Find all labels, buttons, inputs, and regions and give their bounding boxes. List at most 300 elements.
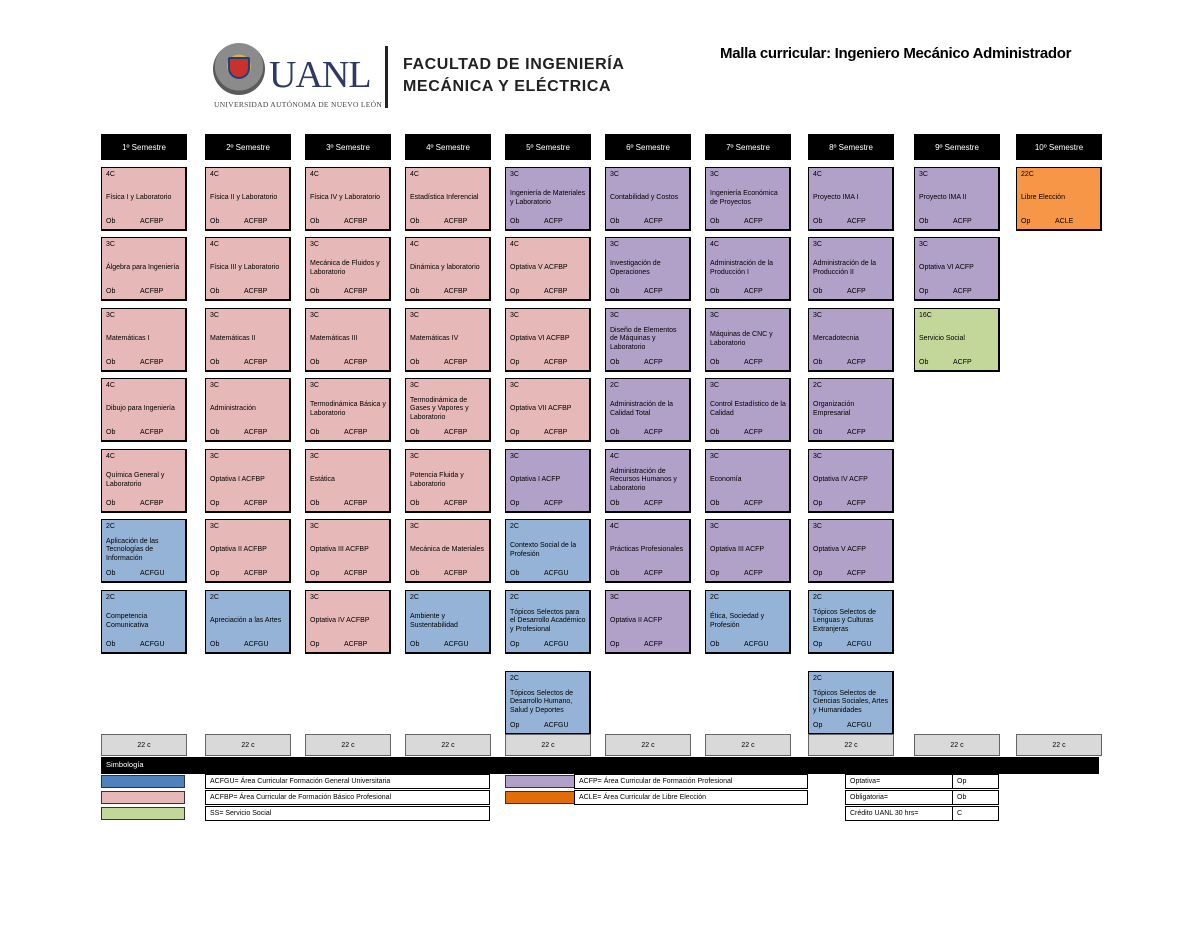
course-area: ACLE [1055,217,1074,225]
course-name: Termodinámica de Gases y Vapores y Laboratorio [410,397,469,421]
course-card [505,308,591,372]
course-area: ACFGU [244,640,269,648]
semester-credit-total: 22 c [705,734,791,756]
course-type: Ob [410,287,420,295]
course-name: Optativa V ACFBP [510,264,568,272]
course-area: ACFP [744,428,763,436]
course-name: Contabilidad y Costos [610,194,679,202]
course-credits: 3C [813,523,822,530]
legend-swatch-acfbp [101,791,185,804]
semester-header: 2º Semestre [205,134,291,160]
course-credits: 2C [610,382,619,389]
course-name: Dinámica y laboratorio [410,264,480,272]
course-card [101,590,187,654]
course-name: Proyecto IMA I [813,194,859,202]
course-area: ACFP [953,358,972,366]
course-name: Optativa IV ACFP [813,476,868,484]
course-name: Tópicos Selectos de Lenguas y Culturas Extranjeras [813,609,877,633]
legend-credito-label: Crédito UANL 30 hrs= [845,806,953,821]
course-name: Máquinas de CNC y Laboratorio [710,331,773,347]
course-type: Ob [210,358,220,366]
course-area: ACFGU [847,640,872,648]
course-name: Aplicación de las Tecnologías de Información [106,538,159,562]
course-credits: 3C [710,171,719,178]
course-name: Mecánica de Materiales [410,546,484,554]
legend-ss: SS= Servicio Social [205,806,490,821]
course-name: Física I y Laboratorio [106,194,172,202]
course-credits: 3C [610,241,619,248]
course-card [305,590,391,654]
course-card [808,237,894,301]
course-credits: 3C [510,312,519,319]
course-name: Administración de Recursos Humanos y Laboratorio [610,468,677,492]
course-credits: 4C [106,171,115,178]
course-type: Op [510,287,520,295]
semester-credit-total: 22 c [101,734,187,756]
course-area: ACFBP [444,287,468,295]
course-card [505,167,591,231]
course-name: Apreciación a las Artes [210,617,282,625]
course-area: ACFP [644,287,663,295]
course-area: ACFP [744,569,763,577]
course-credits: 3C [410,523,419,530]
course-card [101,519,187,583]
course-area: ACFP [544,217,563,225]
course-type: Ob [610,428,620,436]
course-card [705,167,791,231]
course-credits: 3C [210,312,219,319]
course-name: Optativa V ACFP [813,546,866,554]
course-name: Administración [210,405,256,413]
course-type: Ob [310,499,320,507]
course-credits: 16C [919,312,932,319]
semester-credit-total: 22 c [914,734,1000,756]
course-card [205,519,291,583]
course-name: Optativa IV ACFBP [310,617,370,625]
course-credits: 3C [510,382,519,389]
course-card [605,519,691,583]
course-type: Ob [410,428,420,436]
course-credits: 3C [310,594,319,601]
course-credits: 3C [410,453,419,460]
course-area: ACFP [744,287,763,295]
course-card [705,378,791,442]
course-credits: 2C [106,594,115,601]
course-name: Optativa VI ACFBP [510,335,570,343]
course-card [305,308,391,372]
course-type: Ob [410,499,420,507]
course-credits: 2C [813,382,822,389]
course-card [205,308,291,372]
course-area: ACFP [847,428,866,436]
semester-header: 7º Semestre [705,134,791,160]
faculty-name-line1: FACULTAD DE INGENIERÍA [403,56,625,73]
course-credits: 4C [610,453,619,460]
course-area: ACFBP [344,569,368,577]
course-name: Prácticas Profesionales [610,546,684,554]
course-card [705,308,791,372]
course-type: Op [510,499,520,507]
course-card [205,237,291,301]
course-credits: 3C [106,241,115,248]
course-name: Estadística Inferencial [410,194,479,202]
course-type: Ob [610,569,620,577]
course-card [1016,167,1102,231]
course-credits: 2C [210,594,219,601]
course-card [405,237,491,301]
legend-credito-value: C [952,806,999,821]
course-credits: 3C [210,523,219,530]
course-type: Ob [813,217,823,225]
course-credits: 3C [410,312,419,319]
course-credits: 2C [710,594,719,601]
course-type: Ob [106,287,116,295]
course-credits: 3C [106,312,115,319]
course-credits: 3C [310,241,319,248]
course-name: Optativa I ACFP [510,476,561,484]
course-type: Ob [710,499,720,507]
course-type: Ob [410,640,420,648]
legend-swatch-acfgu [101,775,185,788]
course-type: Ob [210,640,220,648]
course-name: Administración de la Calidad Total [610,401,674,417]
course-card [505,519,591,583]
course-type: Op [310,569,320,577]
course-type: Ob [710,287,720,295]
course-area: ACFBP [244,217,268,225]
course-credits: 3C [610,312,619,319]
course-area: ACFBP [444,569,468,577]
course-name: Mecánica de Fluidos y Laboratorio [310,260,380,276]
legend-title-bar [101,757,1099,774]
course-credits: 4C [310,171,319,178]
legend-optativa-label: Optativa= [845,774,953,789]
course-area: ACFGU [140,640,165,648]
course-area: ACFP [644,569,663,577]
course-credits: 4C [813,171,822,178]
course-type: Op [510,640,520,648]
course-area: ACFBP [544,358,568,366]
course-type: Op [510,721,520,729]
semester-header: 9º Semestre [914,134,1000,160]
course-credits: 4C [106,453,115,460]
course-card [605,590,691,654]
course-type: Op [610,640,620,648]
course-name: Matemáticas III [310,335,358,343]
course-area: ACFP [744,499,763,507]
course-type: Ob [510,569,520,577]
course-area: ACFGU [544,569,569,577]
course-credits: 3C [919,241,928,248]
course-area: ACFBP [344,358,368,366]
course-area: ACFBP [344,428,368,436]
course-name: Tópicos Selectos de Desarrollo Humano, Salud y Deportes [510,690,574,714]
legend-title: Simbología [106,760,144,769]
legend-optativa-value: Op [952,774,999,789]
course-type: Ob [106,499,116,507]
course-area: ACFBP [344,287,368,295]
course-area: ACFBP [344,499,368,507]
course-name: Química General y Laboratorio [106,472,165,488]
course-card [505,449,591,513]
course-type: Ob [210,217,220,225]
course-card [605,378,691,442]
course-card [505,237,591,301]
course-credits: 4C [610,523,619,530]
course-card [705,590,791,654]
course-credits: 3C [813,453,822,460]
course-card [205,590,291,654]
legend-obligatoria-label: Obligatoria= [845,790,953,805]
course-area: ACFBP [244,569,268,577]
semester-credit-total: 22 c [305,734,391,756]
course-area: ACFBP [544,287,568,295]
course-card [505,671,591,735]
course-type: Op [813,499,823,507]
course-area: ACFP [744,217,763,225]
course-name: Administración de la Producción I [710,260,774,276]
course-card [305,237,391,301]
page-title: Malla curricular: Ingeniero Mecánico Administrador [720,45,1072,62]
course-area: ACFBP [544,428,568,436]
semester-credit-total: 22 c [405,734,491,756]
course-card [405,590,491,654]
legend-acfp: ACFP= Área Curricular de Formación Profesional [574,774,808,789]
course-area: ACFBP [444,428,468,436]
course-card [405,167,491,231]
course-type: Ob [106,217,116,225]
course-card [405,308,491,372]
course-card [405,519,491,583]
course-credits: 3C [919,171,928,178]
course-type: Ob [310,217,320,225]
course-credits: 4C [106,382,115,389]
legend-acfbp: ACFBP= Área Curricular de Formación Básico Profesional [205,790,490,805]
course-area: ACFBP [244,358,268,366]
course-card [305,378,391,442]
course-name: Optativa III ACFBP [310,546,369,554]
course-area: ACFP [544,499,563,507]
legend-acle: ACLE= Área Curricular de Libre Elección [574,790,808,805]
course-area: ACFP [644,358,663,366]
course-area: ACFP [847,287,866,295]
faculty-logo [205,40,665,114]
course-name: Libre Elección [1021,194,1065,202]
course-type: Ob [410,358,420,366]
course-type: Ob [813,428,823,436]
course-credits: 2C [813,675,822,682]
course-card [705,449,791,513]
course-name: Matemáticas I [106,335,150,343]
course-type: Ob [813,358,823,366]
course-area: ACFP [847,569,866,577]
course-name: Optativa I ACFBP [210,476,265,484]
course-type: Ob [919,217,929,225]
course-area: ACFBP [444,217,468,225]
logo-wordmark: UANL [269,54,371,96]
course-name: Optativa II ACFBP [210,546,267,554]
course-card [808,671,894,735]
course-card [705,237,791,301]
course-area: ACFGU [140,569,165,577]
course-credits: 3C [310,453,319,460]
course-credits: 3C [610,171,619,178]
course-card [705,519,791,583]
course-credits: 3C [813,312,822,319]
course-card [808,449,894,513]
semester-header: 6º Semestre [605,134,691,160]
course-area: ACFBP [444,499,468,507]
faculty-name-line2: MECÁNICA Y ELÉCTRICA [403,78,612,95]
course-card [808,590,894,654]
course-area: ACFP [644,499,663,507]
course-name: Optativa VI ACFP [919,264,974,272]
course-type: Op [210,499,220,507]
course-name: Mercadotecnia [813,335,859,343]
course-credits: 3C [210,453,219,460]
course-credits: 4C [410,241,419,248]
course-type: Op [210,569,220,577]
course-card [205,378,291,442]
course-card [101,167,187,231]
course-type: Ob [210,428,220,436]
course-credits: 22C [1021,171,1034,178]
course-credits: 2C [510,523,519,530]
course-area: ACFP [644,640,663,648]
course-credits: 3C [710,453,719,460]
course-name: Tópicos Selectos para el Desarrollo Académico y Profesional [510,609,586,633]
course-credits: 4C [210,241,219,248]
course-card [605,308,691,372]
course-card [914,308,1000,372]
course-type: Ob [410,217,420,225]
course-type: Ob [610,217,620,225]
semester-credit-total: 22 c [808,734,894,756]
course-credits: 3C [310,523,319,530]
course-type: Op [919,287,929,295]
course-credits: 3C [710,382,719,389]
semester-header: 5º Semestre [505,134,591,160]
course-card [101,237,187,301]
course-area: ACFGU [744,640,769,648]
course-card [101,449,187,513]
semester-header: 4º Semestre [405,134,491,160]
course-area: ACFP [953,287,972,295]
course-credits: 3C [410,382,419,389]
course-card [505,590,591,654]
course-name: Optativa II ACFP [610,617,663,625]
course-type: Ob [510,217,520,225]
course-type: Op [813,640,823,648]
course-card [405,449,491,513]
course-name: Termodinámica Básica y Laboratorio [310,401,386,417]
course-area: ACFP [744,358,763,366]
course-credits: 4C [210,171,219,178]
course-name: Investigación de Operaciones [610,260,661,276]
semester-header: 1º Semestre [101,134,187,160]
university-seal-icon [213,43,265,95]
course-type: Ob [813,287,823,295]
course-type: Op [813,569,823,577]
course-name: Servicio Social [919,335,965,343]
course-area: ACFBP [140,499,164,507]
legend-obligatoria-value: Ob [952,790,999,805]
course-name: Ingeniería Económica de Proyectos [710,190,778,206]
course-area: ACFBP [244,428,268,436]
course-area: ACFBP [444,358,468,366]
course-name: Física II y Laboratorio [210,194,278,202]
course-area: ACFGU [444,640,469,648]
course-area: ACFP [847,499,866,507]
course-card [101,308,187,372]
course-type: Ob [710,358,720,366]
semester-credit-total: 22 c [605,734,691,756]
course-name: Ambiente y Sustentabilidad [410,613,458,629]
course-credits: 4C [510,241,519,248]
course-area: ACFP [644,217,663,225]
course-credits: 3C [210,382,219,389]
course-card [605,449,691,513]
course-type: Op [510,358,520,366]
course-credits: 2C [510,675,519,682]
course-card [605,167,691,231]
semester-credit-total: 22 c [205,734,291,756]
course-area: ACFP [953,217,972,225]
course-type: Ob [710,217,720,225]
course-name: Física III y Laboratorio [210,264,280,272]
course-name: Álgebra para Ingeniería [106,264,180,272]
course-name: Administración de la Producción II [813,260,877,276]
course-area: ACFP [847,358,866,366]
course-type: Op [813,721,823,729]
course-name: Contexto Social de la Profesión [510,542,577,558]
course-area: ACFBP [244,287,268,295]
course-credits: 2C [106,523,115,530]
course-name: Matemáticas II [210,335,256,343]
course-credits: 3C [310,312,319,319]
course-name: Organización Empresarial [813,401,855,417]
course-credits: 3C [610,594,619,601]
semester-header: 3º Semestre [305,134,391,160]
course-card [205,449,291,513]
course-name: Proyecto IMA II [919,194,967,202]
course-area: ACFP [644,428,663,436]
semester-credit-total: 22 c [505,734,591,756]
course-name: Optativa III ACFP [710,546,765,554]
course-area: ACFBP [140,287,164,295]
course-type: Ob [310,358,320,366]
logo-divider [385,46,388,108]
course-name: Competencia Comunicativa [106,613,149,629]
course-type: Ob [410,569,420,577]
course-type: Ob [610,358,620,366]
course-type: Op [310,640,320,648]
course-card [914,167,1000,231]
course-card [808,167,894,231]
course-area: ACFGU [847,721,872,729]
course-card [305,167,391,231]
course-name: Física IV y Laboratorio [310,194,381,202]
course-type: Ob [710,640,720,648]
course-name: Diseño de Elementos de Máquinas y Laboratorio [610,327,677,351]
course-type: Ob [610,287,620,295]
course-name: Ética, Sociedad y Profesión [710,613,765,629]
course-credits: 3C [310,382,319,389]
course-type: Ob [919,358,929,366]
course-credits: 4C [710,241,719,248]
course-type: Op [710,569,720,577]
logo-subtitle: UNIVERSIDAD AUTÓNOMA DE NUEVO LEÓN [214,100,383,109]
